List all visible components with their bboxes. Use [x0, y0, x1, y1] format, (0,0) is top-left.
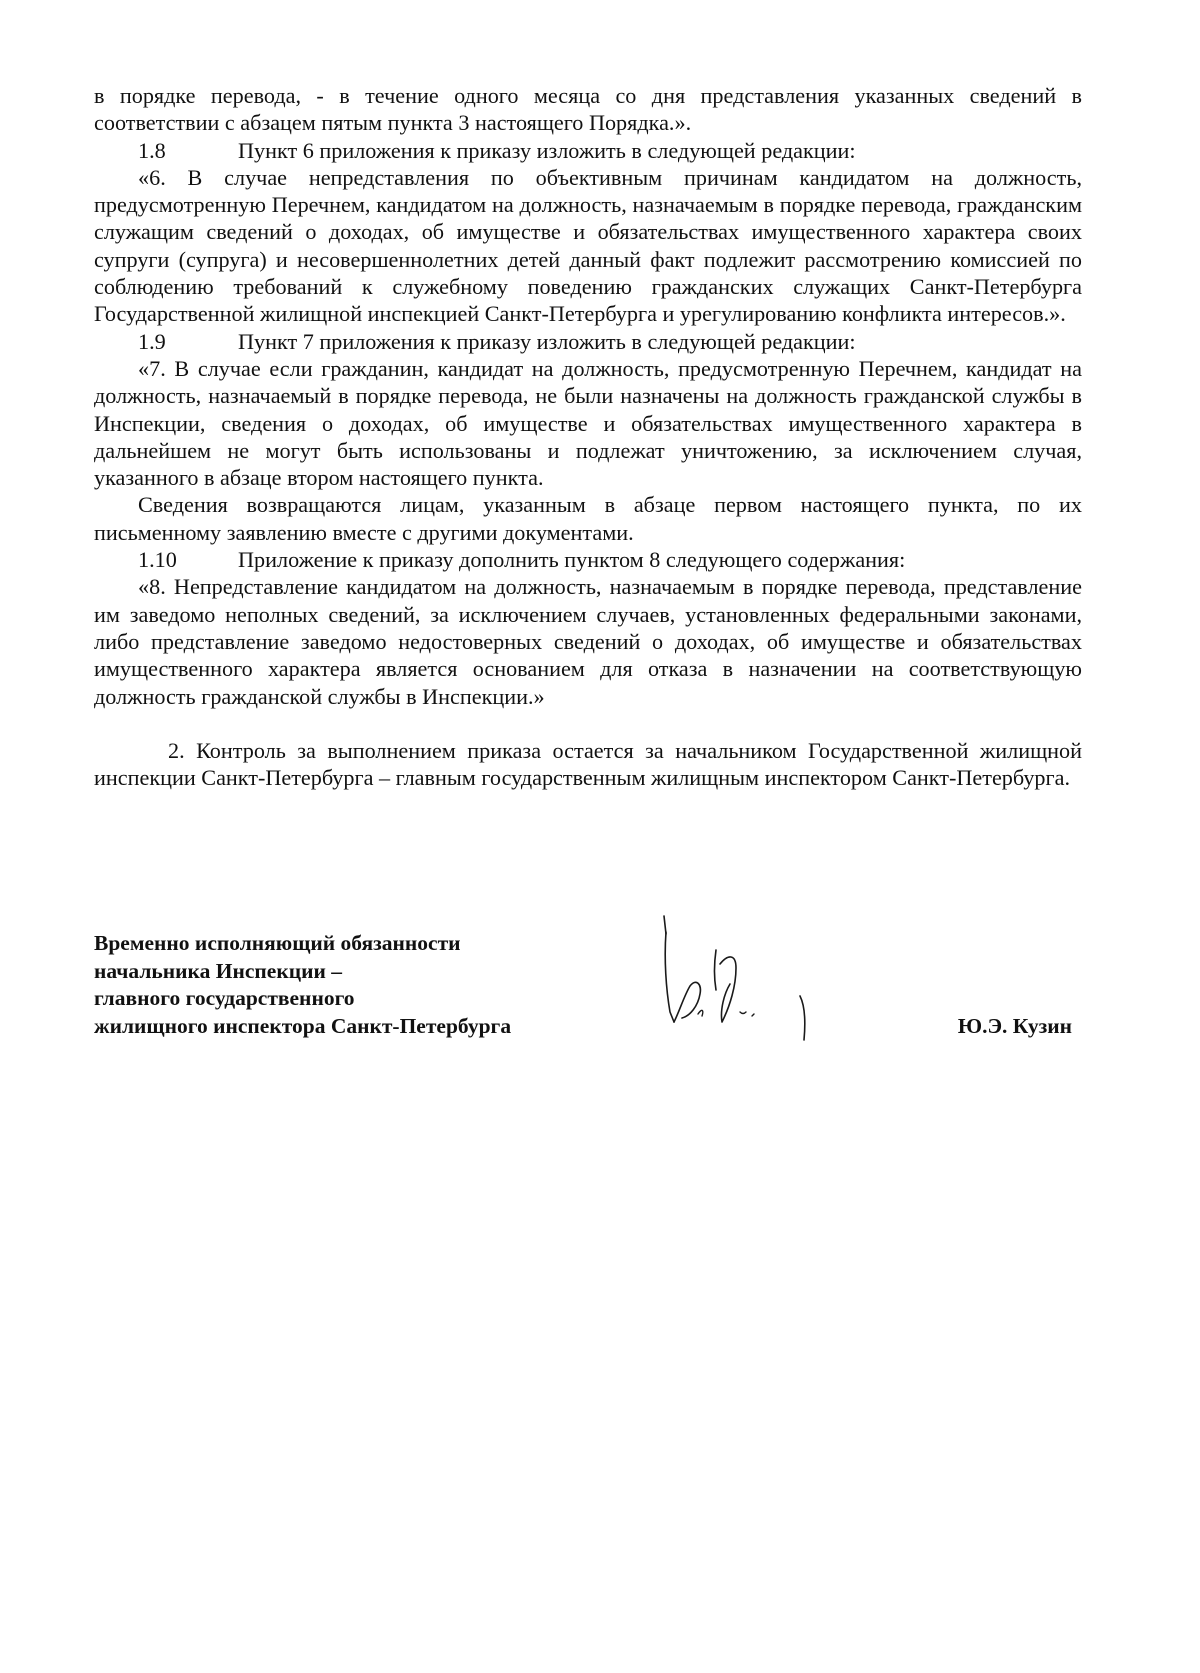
quote-paragraph-6: «6. В случае непредставления по объективным причинам кандидатом на должность, предусмотренную Перечнем, кандидатом на должность, назначаемым в порядке перевода, гражданским служащим сведений о доходах, об имуществе и обязательствах имущественного характера своих супруги (супруга) и несовершеннолетних детей данный факт подлежит рассмотрению комиссией по соблюдению требований к служебному поведению гражданских служащих Санкт-Петербурга Государственной жилищной инспекцией Санкт-Петербурга и урегулированию конфликта интересов.».: [94, 164, 1082, 327]
signatory-title-line: начальника Инспекции –: [94, 958, 342, 983]
point-text: Приложение к приказу дополнить пунктом 8 следующего содержания:: [238, 547, 906, 573]
quote-paragraph-7-2: Сведения возвращаются лицам, указанным в абзаце первом настоящего пункта, по их письменному заявлению вместе с другими документами.: [94, 492, 1082, 545]
point-text: Пункт 7 приложения к приказу изложить в следующей редакции:: [238, 328, 856, 354]
point-number: 1.9: [138, 328, 166, 354]
signatory-title-line: жилищного инспектора Санкт-Петербурга: [94, 1013, 512, 1038]
section-2-paragraph: 2. Контроль за выполнением приказа остается за начальником Государственной жилищной инспекции Санкт-Петербурга – главным государственным жилищным инспектором Санкт-Петербурга.: [94, 737, 1082, 791]
signatory-title: [94, 930, 511, 1040]
point-1-9: [94, 328, 1082, 355]
point-number: 1.8: [138, 137, 166, 163]
handwritten-signature: [660, 914, 830, 1074]
point-text: Пункт 6 приложения к приказу изложить в следующей редакции:: [238, 137, 856, 163]
quote-paragraph-7: «7. В случае если гражданин, кандидат на должность, предусмотренную Перечнем, кандидат на должность, назначаемый в порядке перевода, не были назначены на должность гражданской службы в Инспекции, сведения о доходах, об имуществе и обязательствах имущественного характера в дальнейшем не могут быть использованы и подлежат уничтожению, за исключением случая, указанного в абзаце втором настоящего пункта.: [94, 355, 1082, 491]
point-1-8: [94, 137, 1082, 164]
document-page: [94, 82, 1082, 1038]
signatory-name: Ю.Э. Кузин: [957, 1014, 1072, 1038]
point-1-10: [94, 546, 1082, 573]
continuation-paragraph: в порядке перевода, - в течение одного месяца со дня представления указанных сведений в соответствии с абзацем пятым пункта 3 настоящего Порядка.».: [94, 83, 1082, 136]
signature-block: [94, 930, 1082, 1130]
signatory-title-line: главного государственного: [94, 986, 355, 1010]
quote-paragraph-8: «8. Непредставление кандидатом на должность, назначаемым в порядке перевода, представление им заведомо неполных сведений, за исключением случаев, установленных федеральными законами, либо представление заведомо недостоверных сведений о доходах, об имуществе и обязательствах имущественного характера является основанием для отказа в назначении на соответствующую должность гражданской службы в Инспекции.»: [94, 574, 1082, 709]
signatory-title-line: Временно исполняющий обязанности: [94, 931, 461, 955]
point-number: 1.10: [138, 547, 177, 573]
